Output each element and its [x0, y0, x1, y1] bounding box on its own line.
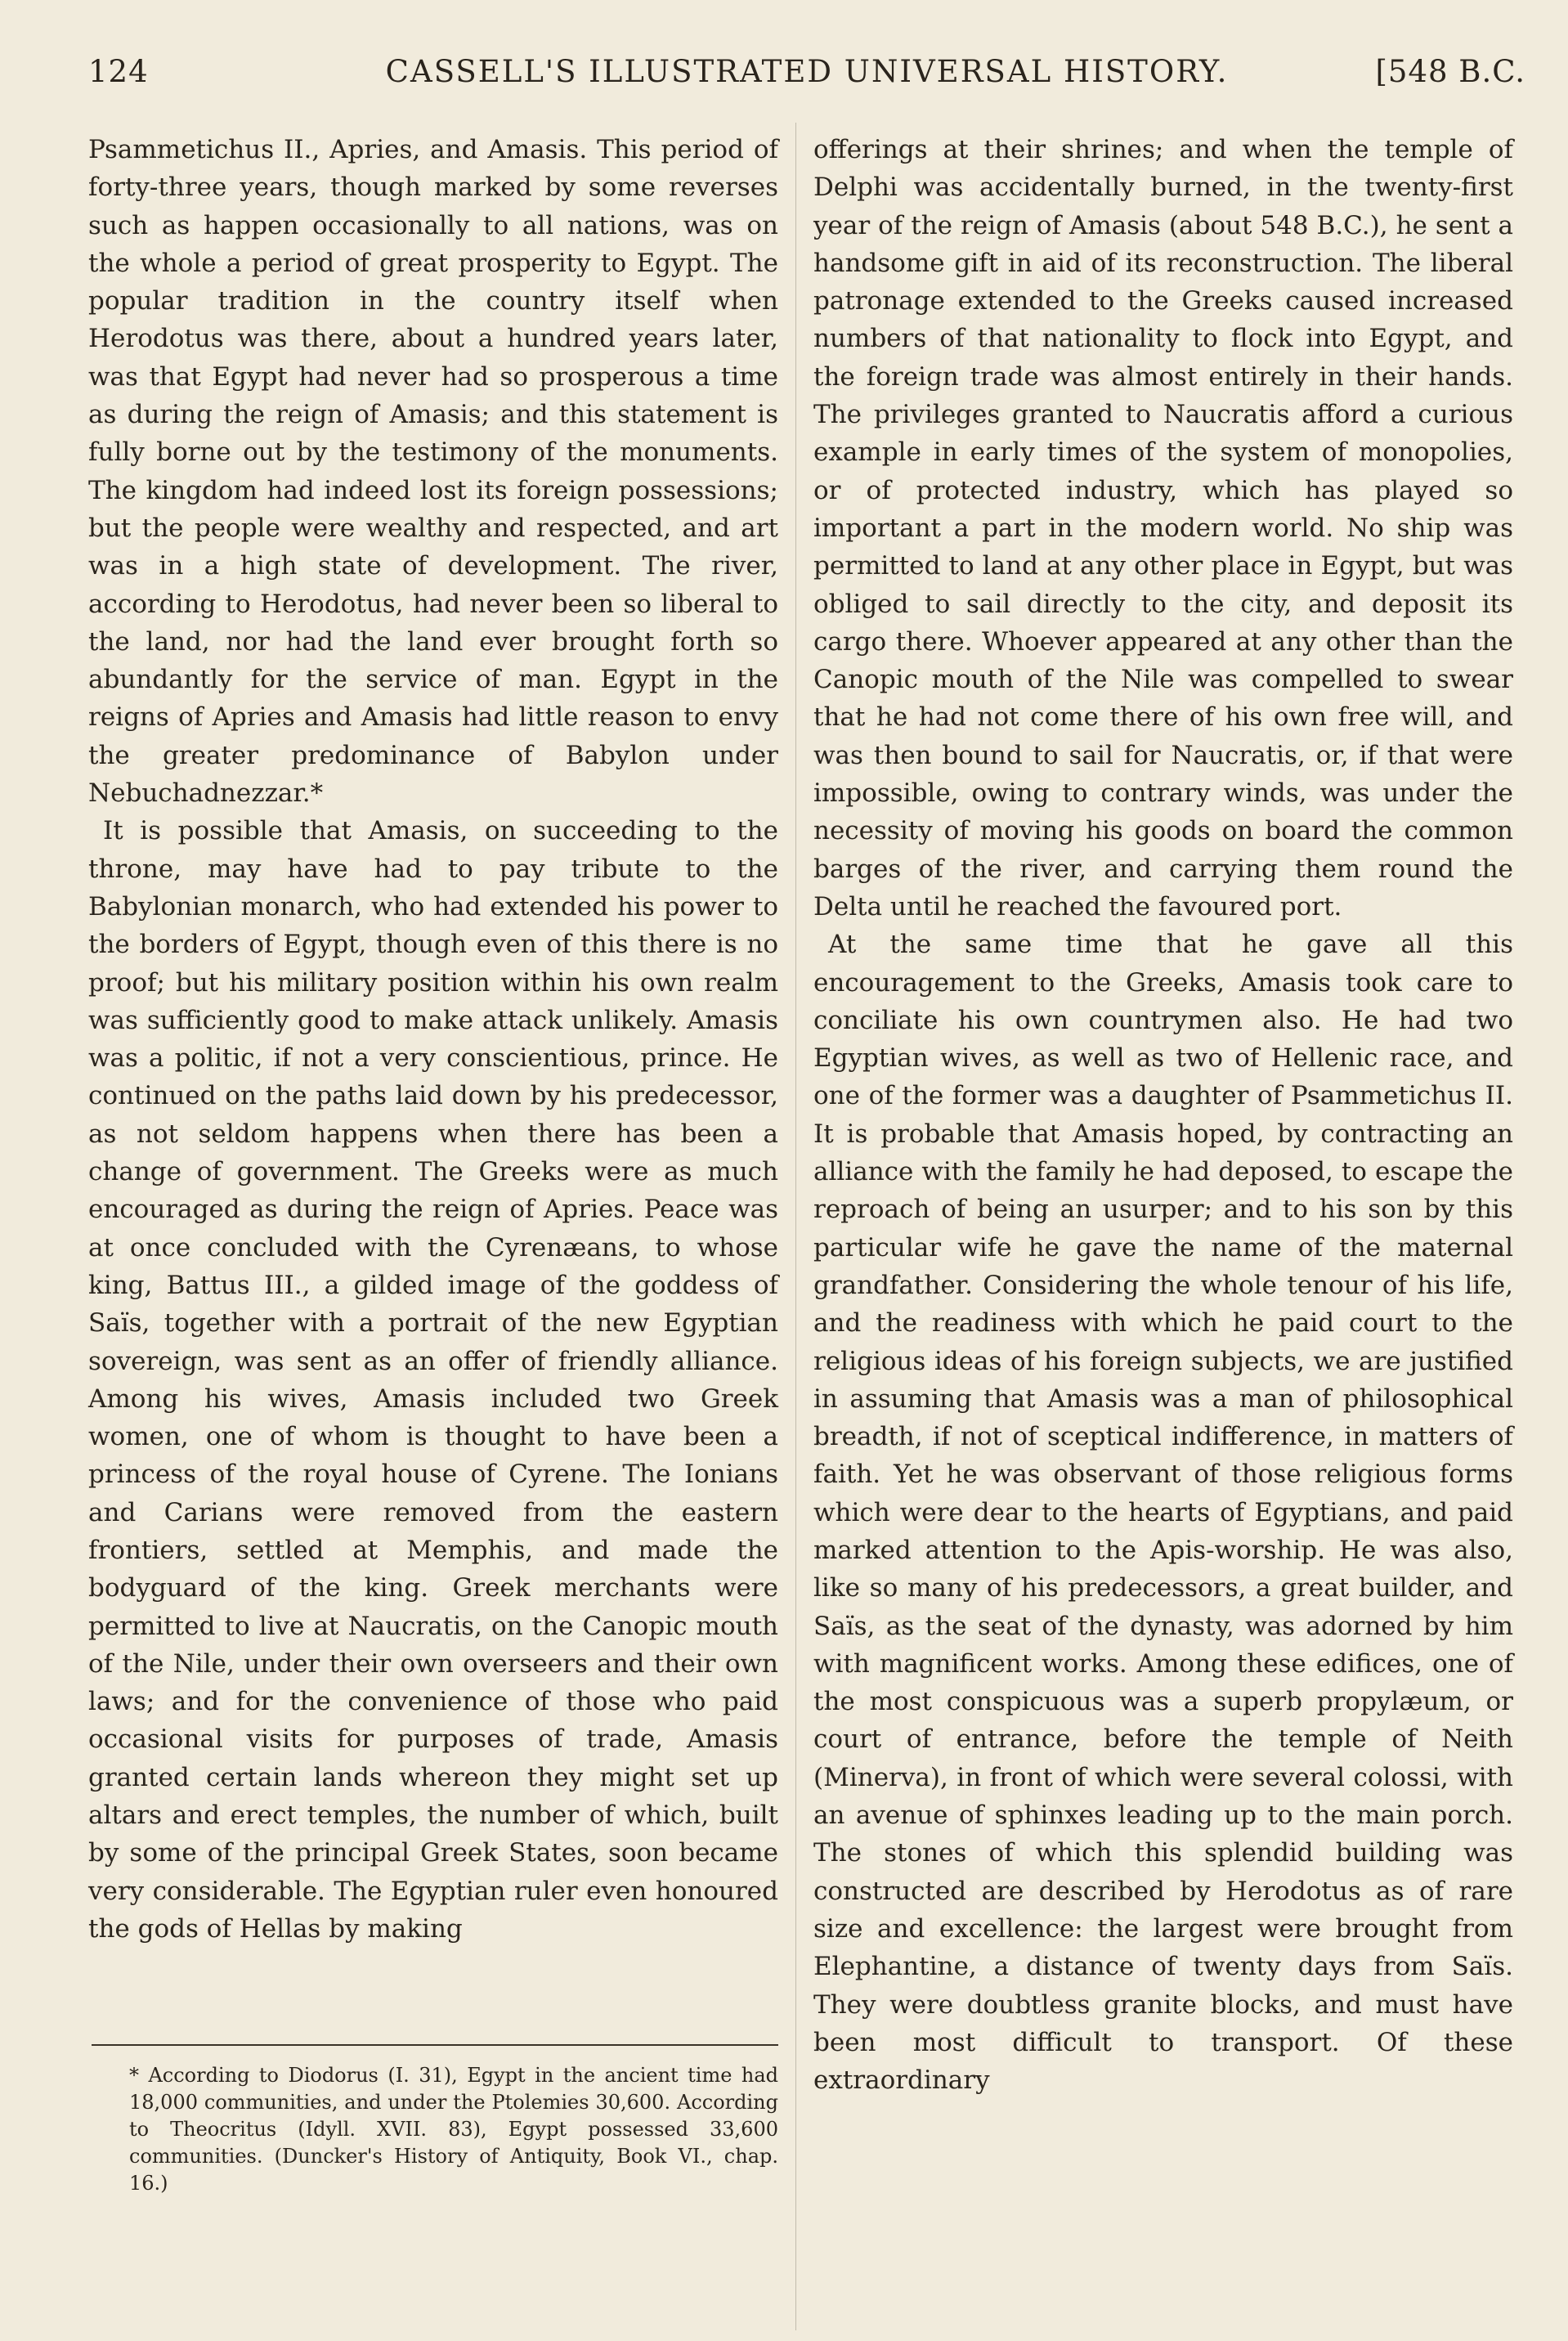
running-title: CASSELL'S ILLUSTRATED UNIVERSAL HISTORY. — [385, 54, 1229, 89]
right-column — [813, 131, 1513, 2099]
column-divider — [795, 123, 796, 2330]
footnote-text: * According to Diodorus (I. 31), Egypt in the ancient time had 18,000 communities, and under the Ptolemies 30,600. According to Theocritus (Idyll. XVII. 83), Egypt possessed 33,600 communities. (Duncker's History of Antiquity, Book VI., chap. 16.) — [129, 2064, 778, 2195]
left-column — [88, 131, 778, 1948]
left-paragraph-2: It is possible that Amasis, on succeeding to the throne, may have had to pay tribute to the Babylonian monarch, who had extended his power to the borders of Egypt, though even of this there is no proof; but his military position within his own realm was sufficiently good to make attack unlikely. Amasis was a politic, if not a very conscientious, prince. He continued on the paths laid down by his predecessor, as not seldom happens when there has been a change of government. The Greeks were as much encouraged as during the reign of Apries. Peace was at once concluded with the Cyrenæans, to whose king, Battus III., a gilded image of the goddess of Saïs, together with a portrait of the new Egyptian sovereign, was sent as an offer of friendly alliance. Among his wives, Amasis included two Greek women, one of whom is thought to have been a princess of the royal house of Cyrene. The Ionians and Carians were removed from the eastern frontiers, settled at Memphis, and made the bodyguard of the king. Greek merchants were permitted to live at Naucratis, on the Canopic mouth of the Nile, under their own overseers and their own laws; and for the convenience of those who paid occasional visits for purposes of trade, Amasis granted certain lands whereon they might set up altars and erect temples, the number of which, built by some of the principal Greek States, soon became very considerable. The Egyptian ruler even honoured the gods of Hellas by making — [88, 816, 778, 1944]
running-header — [88, 51, 1525, 100]
footnote — [88, 2062, 778, 2197]
right-paragraph-1: offerings at their shrines; and when the temple of Delphi was accidentally burned, in the twenty-first year of the reign of Amasis (about 548 B.C.), he sent a handsome gift in aid of its reconstruction. The liberal patronage extended to the Greeks caused increased numbers of that nationality to flock into Egypt, and the foreign trade was almost entirely in their hands. The privileges granted to Naucratis afford a curious example in early times of the system of monopolies, or of protected industry, which has played so important a part in the modern world. No ship was permitted to land at any other place in Egypt, but was obliged to sail directly to the city, and deposit its cargo there. Whoever appeared at any other than the Canopic mouth of the Nile was compelled to swear that he had not come there of his own free will, and was then bound to sail for Naucratis, or, if that were impossible, owing to contrary winds, was under the necessity of moving his goods on board the common barges of the river, and carrying them round the Delta until he reached the favoured port. — [813, 135, 1513, 922]
footnote-rule — [92, 2044, 778, 2046]
page-number: 124 — [88, 54, 149, 89]
left-paragraph-1: Psammetichus II., Apries, and Amasis. This period of forty-three years, though marked by some reverses such as happen occasionally to all nations, was on the whole a period of great prosperity to Egypt. The popular tradition in the country itself when Herodotus was there, about a hundred years later, was that Egypt had never had so prosperous a time as during the reign of Amasis; and this statement is fully borne out by the testimony of the monuments. The kingdom had indeed lost its foreign possessions; but the people were wealthy and respected, and art was in a high state of development. The river, according to Herodotus, had never been so liberal to the land, nor had the land ever brought forth so abundantly for the service of man. Egypt in the reigns of Apries and Amasis had little reason to envy the greater predominance of Babylon under Nebuchadnezzar.* — [88, 135, 778, 809]
date-reference: [548 B.C. — [1375, 54, 1525, 89]
right-paragraph-2: At the same time that he gave all this encouragement to the Greeks, Amasis took care to conciliate his own countrymen also. He had two Egyptian wives, as well as two of Hellenic race, and one of the former was a daughter of Psammetichus II. It is probable that Amasis hoped, by contracting an alliance with the family he had deposed, to escape the reproach of being an usurper; and to his son by this particular wife he gave the name of the maternal grandfather. Considering the whole tenour of his life, and the readiness with which he paid court to the religious ideas of his foreign subjects, we are justified in assuming that Amasis was a man of philosophical breadth, if not of sceptical indifference, in matters of faith. Yet he was observant of those religious forms which were dear to the hearts of Egyptians, and paid marked attention to the Apis-worship. He was also, like so many of his predecessors, a great builder, and Saïs, as the seat of the dynasty, was adorned by him with magnificent works. Among these edifices, one of the most conspicuous was a superb propylæum, or court of entrance, before the temple of Neith (Minerva), in front of which were several colossi, with an avenue of sphinxes leading up to the main porch. The stones of which this splendid building was constructed are described by Herodotus as of rare size and excellence: the largest were brought from Elephantine, a distance of twenty days from Saïs. They were doubtless granite blocks, and must have been most difficult to transport. Of these extraordinary — [813, 930, 1513, 2096]
